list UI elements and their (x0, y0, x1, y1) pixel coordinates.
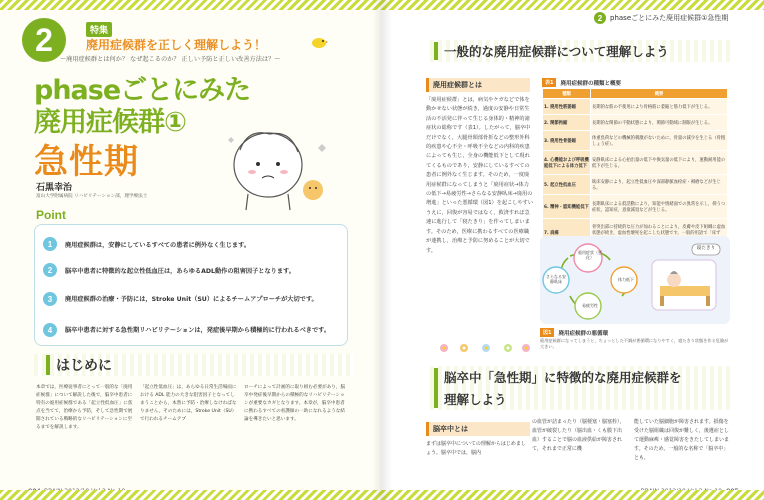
intro-heading: はじめに (46, 355, 112, 375)
header-text: phaseごとにみた廃用症候群①急性期 (610, 14, 729, 22)
table-row: 3. 廃用性骨萎縮 体重負荷などの機械的刺激がないために，骨量の減少を生じる（骨粗しょう症）。 (543, 131, 728, 151)
bedridden-bubble: 寝たきり (696, 246, 716, 251)
main-title-line2: 廃用症候群① (34, 107, 186, 138)
point-number-badge: 1 (43, 237, 57, 251)
right-page (382, 0, 764, 500)
figure1-caption-sub: 廃用症候群になってしまうと，ちょっとした不調が悪循環になりやすく，寝たきり状態を作る危険が大きい。 (540, 338, 729, 349)
table-caption-text: 廃用症候群の種類と概要 (560, 80, 621, 87)
table-row: 5. 起立性低血圧 臥床安静により，起立性低血圧や深部静脈血栓症・褥瘡などが生じる。 (543, 175, 728, 195)
points-box (34, 224, 348, 346)
intro-column-2: 「起立性低血圧」は，あらゆる日常生活場面における ADL 能力の大きな阻害因子となってしまうことから，本然に予防・治療しなければなりません。そのためには，Stroke Unit（SU）で行われるチームアプ (140, 385, 237, 422)
bottom-stripe (0, 490, 382, 500)
sub2-heading: 脳卒中とは (426, 422, 530, 436)
point-item (43, 283, 339, 315)
cycle-node-left: さらなる安静臥床 (546, 274, 566, 284)
figure-badge: 図1 (540, 328, 554, 337)
cycle-node-right: 体力低下 (618, 277, 634, 282)
point-label: Point (36, 208, 66, 222)
main-title-line3: 急性期 (34, 142, 139, 182)
section1-heading: 一般的な廃用症候群について理解しよう (434, 42, 669, 60)
subtitle: 〜廃用症候群とは何か？ なぜ起こるのか？ 正しい予防と正しい改善方法は？〜 (60, 56, 281, 63)
figure-caption-text: 廃用症候群の悪循環 (558, 330, 608, 337)
table-row: 1. 廃用性筋萎縮 長期的な筋の不使用により骨格筋に萎縮と筋力低下が生じる。 (543, 99, 728, 115)
flowers-decoration (434, 340, 534, 354)
point-text: 脳卒中患者に対する急性期リハビリテーションは，発症後早期から積極的に行われるべきです。 (65, 326, 331, 334)
point-text: 廃用症候群は，安静にしているすべての患者に例外なく生じます。 (65, 241, 251, 249)
running-header (594, 12, 728, 24)
sub2-column-3: 能していた脳細胞が障害されます。損傷を受けた脳組織は回復が難しく，後遺症として運動麻痺・感覚障害をきたしてしまいます。そのため，一般的な名称で「脳卒中」とも， (634, 419, 730, 461)
cycle-node-center: 廃用症状（悪化） (578, 250, 602, 260)
sub1-heading: 廃用症候群とは (426, 78, 530, 92)
point-number-badge: 2 (43, 263, 57, 277)
point-number-badge: 3 (43, 292, 57, 306)
table-row: 2. 関節拘縮 長期的な関節の不動状態により，関節可動域に制限が生じる。 (543, 115, 728, 131)
section2-heading: 脳卒中「急性期」に特徴的な廃用症候群を 理解しよう (434, 368, 682, 408)
author-name: 石黒幸治 (36, 183, 73, 193)
point-text: 脳卒中患者に特徴的な起立性低血圧は，あらゆるADL動作の阻害因子となります。 (65, 267, 295, 275)
point-item (43, 315, 339, 345)
top-stripe (0, 0, 382, 10)
intro-column-1: 本章では，医療従事者にとって一般的な「廃用症候群」について解説した後で，脳卒中患者に特有の廃用症候群である「起立性低血圧」に焦点を当てて，治療から予防，そして急性期で展開されている戦略的なリハビリテーションに至るまでを解説します。 (36, 385, 133, 430)
syndrome-table (542, 88, 728, 247)
table-badge: 表1 (542, 78, 556, 87)
main-title-line1: phaseごとにみた (34, 75, 251, 106)
top-stripe (382, 0, 764, 10)
point-text: 廃用症候群の治療・予防には，Stroke Unit（SU）によるチームアプローチが大切です。 (65, 295, 318, 303)
table-header-summary: 概要 (591, 89, 728, 99)
table1-caption (542, 78, 621, 87)
bird-icon (310, 34, 328, 48)
point-item (43, 231, 339, 257)
table-header-type: 種類 (543, 89, 591, 99)
bottom-stripe (382, 490, 764, 500)
figure1-caption (540, 328, 608, 337)
tokushu-label: 特集 (86, 22, 112, 37)
point-item (43, 257, 339, 283)
chapter-number: 2 (35, 21, 53, 58)
special-title: 廃用症候群を正しく理解しよう！ (86, 38, 267, 52)
sub2-column-2: の血管が詰まったり（脳梗塞・脳塞栓），血管が破裂したり（脳出血・くも膜下出血）することで脳の血液供給が障害されて，それまで正常に機 (532, 419, 625, 452)
cycle-node-bottom: 易疲労性 (582, 303, 598, 308)
doctor-character-illustration (218, 120, 338, 216)
sub2-column-1: まずは脳卒中についての理解からはじめましょう。脳卒中では，脳内 (426, 441, 526, 456)
spine-shadow (372, 0, 392, 500)
author-affiliation: 富山大学附属病院 リハビリテーション部，理学療法士 (36, 194, 148, 199)
table-row: 4. 心機能および呼吸機能低下による体力低下 安静臥床による心拍出量の低下や換気量の低下により，運動耐用能の低下が生じる。 (543, 151, 728, 175)
intro-column-3: ローチによって計画的に取り組む必要があり，脳卒中発症後早期からの積極的なリハビリテーションが重要なカギとなります。本章が，脳卒中患者に携わるすべての看護師の一助になれるような結論を導きたいと思います。 (244, 385, 346, 422)
header-badge: 2 (594, 12, 606, 24)
sub1-body: 「廃用症候群」とは，病気やケガなどで体を動かせない状態が続き，過度の安静や日常生活の不活発に伴って生じる身体的・精神的諸症状の総称です（表1）。したがって，脳卒中だけでなく，大腿骨頸部骨折などの整形外科的疾患や心不全・呼吸不全などの内科的疾患によっても生じ，全身の機能低下として現れてくるものであり，安静にしているすべての患者に例外なく生じます。そのため，一度廃用症候群になってしまうと「廃用症状→体力の低下→易疲労性→さらなる安静臥床→廃用の増進」といった悪循環（図1）を起こしやすいうえに，回復が容易ではなく，救済すれば急速に進行して「寝たきり」を作ってしまいます。そのため，医療に携わるすべての医療職が連携し，治療と予防に努めることが大切です。 (426, 97, 534, 254)
point-number-badge: 4 (43, 323, 57, 337)
table-row: 6. 精神・認知機能低下 長期臥床による低活動により，知能や情緒面での異常を示し，抑うつ症状，認知症，意欲減退などが生じる。 (543, 195, 728, 219)
table-row: 7. 肩痛 骨突出部に持続的な圧力が加わることにより，皮膚や皮下組織に虚血状態が続き，虚血性壊死を起こした状態です。一般的用語で「床ず (543, 219, 728, 247)
